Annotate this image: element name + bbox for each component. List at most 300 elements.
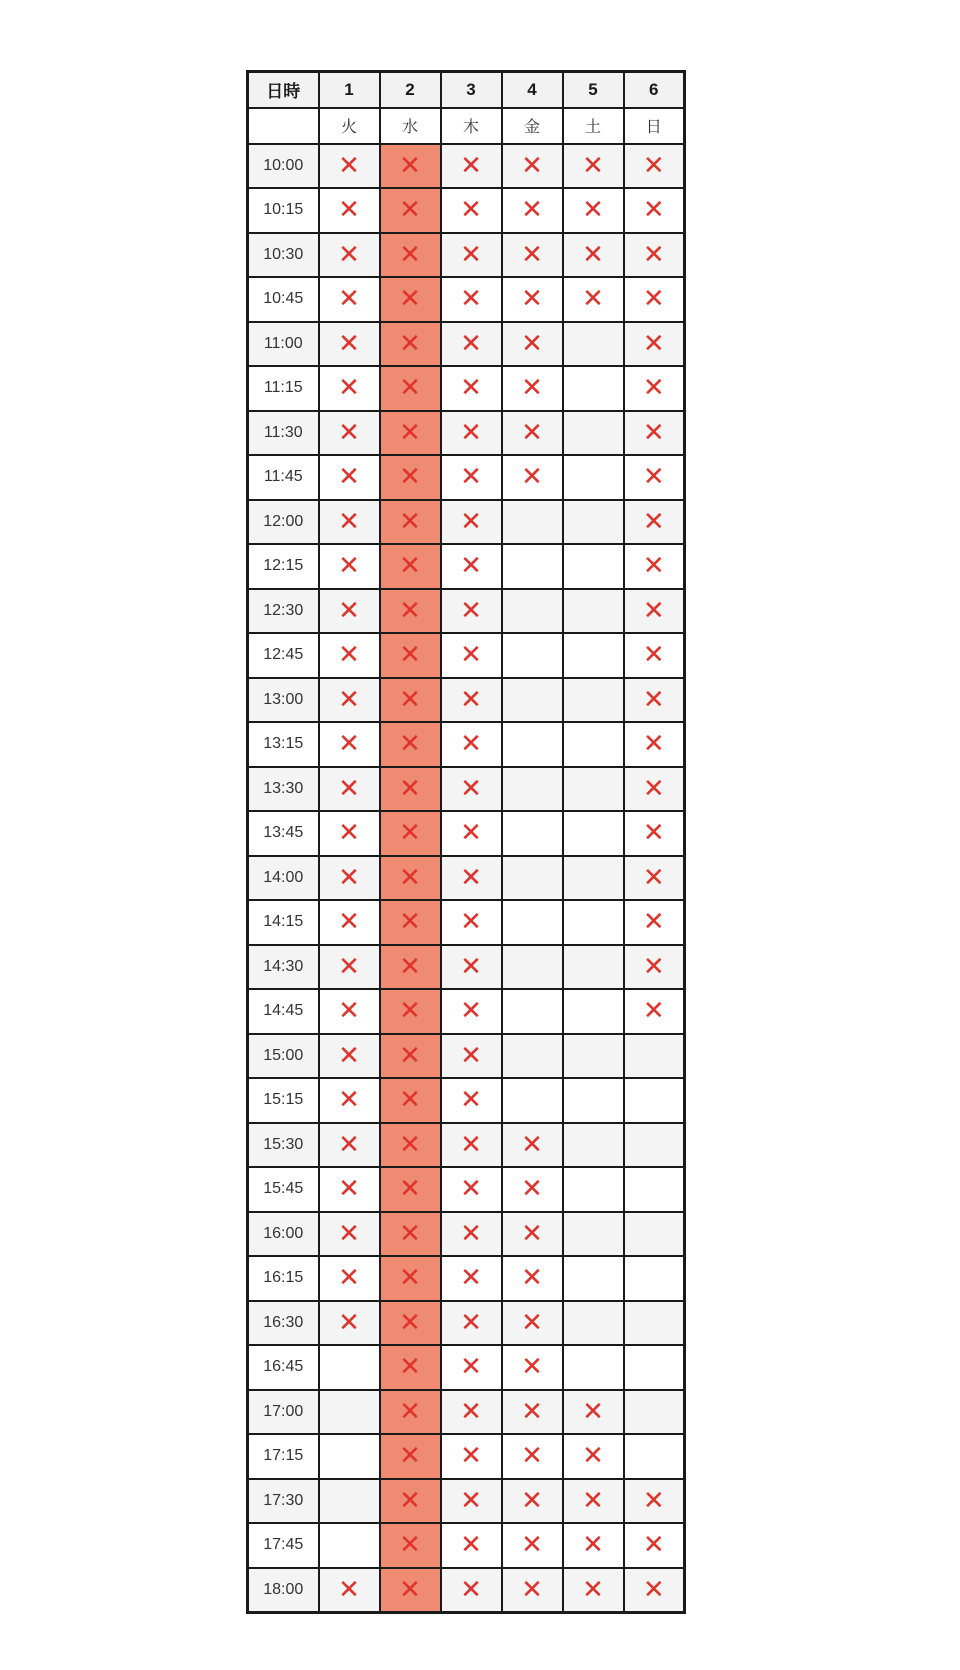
cross-mark-icon: ✕ xyxy=(460,1574,482,1605)
booked-slot-cell xyxy=(319,589,380,634)
booked-slot-cell xyxy=(502,366,563,411)
time-slot-row xyxy=(248,322,685,367)
booked-slot-cell xyxy=(319,945,380,990)
open-slot-cell[interactable] xyxy=(563,811,624,856)
open-slot-cell[interactable] xyxy=(319,1479,380,1524)
cross-mark-icon: ✕ xyxy=(642,818,665,849)
booked-slot-cell xyxy=(319,1256,380,1301)
booked-slot-cell xyxy=(624,678,685,723)
cross-mark-icon: ✕ xyxy=(582,1485,604,1516)
booked-slot-cell xyxy=(502,1167,563,1212)
booked-slot-cell xyxy=(380,1212,441,1257)
day-number-header: 6 xyxy=(624,72,685,108)
booked-slot-cell xyxy=(563,188,624,233)
cross-mark-icon: ✕ xyxy=(399,862,421,893)
time-label: 13:00 xyxy=(248,678,319,723)
open-slot-cell[interactable] xyxy=(563,900,624,945)
open-slot-cell[interactable] xyxy=(624,1123,685,1168)
time-slot-row xyxy=(248,945,685,990)
booked-slot-cell xyxy=(441,722,502,767)
cross-mark-icon: ✕ xyxy=(399,818,421,849)
cross-mark-icon: ✕ xyxy=(338,1263,360,1294)
cross-mark-icon: ✕ xyxy=(338,1040,360,1071)
booked-slot-cell xyxy=(624,411,685,456)
booked-slot-cell xyxy=(502,188,563,233)
cross-mark-icon: ✕ xyxy=(399,239,421,270)
time-slot-row xyxy=(248,1434,685,1479)
booked-slot-cell xyxy=(380,277,441,322)
cross-mark-icon: ✕ xyxy=(338,1218,360,1249)
time-slot-row xyxy=(248,1078,685,1123)
cross-mark-icon: ✕ xyxy=(399,1574,421,1605)
cross-mark-icon: ✕ xyxy=(338,373,360,404)
cross-mark-icon: ✕ xyxy=(521,1174,543,1205)
booked-slot-cell xyxy=(319,1123,380,1168)
booked-slot-cell xyxy=(441,589,502,634)
booked-slot-cell xyxy=(319,411,380,456)
time-slot-row xyxy=(248,989,685,1034)
booked-slot-cell xyxy=(319,811,380,856)
open-slot-cell[interactable] xyxy=(563,1256,624,1301)
booked-slot-cell xyxy=(441,455,502,500)
open-slot-cell[interactable] xyxy=(563,455,624,500)
booked-slot-cell xyxy=(319,722,380,767)
open-slot-cell[interactable] xyxy=(563,589,624,634)
cross-mark-icon: ✕ xyxy=(399,150,421,181)
cross-mark-icon: ✕ xyxy=(338,551,360,582)
cross-mark-icon: ✕ xyxy=(338,1085,360,1116)
cross-mark-icon: ✕ xyxy=(582,1574,604,1605)
cross-mark-icon: ✕ xyxy=(399,506,421,537)
cross-mark-icon: ✕ xyxy=(460,684,482,715)
booked-slot-cell xyxy=(502,277,563,322)
cross-mark-icon: ✕ xyxy=(521,1574,543,1605)
cross-mark-icon: ✕ xyxy=(399,684,421,715)
cross-mark-icon: ✕ xyxy=(521,239,543,270)
open-slot-cell[interactable] xyxy=(502,589,563,634)
booked-slot-cell xyxy=(502,1568,563,1613)
time-slot-body xyxy=(248,144,685,1613)
open-slot-cell[interactable] xyxy=(563,500,624,545)
booked-slot-cell xyxy=(502,1434,563,1479)
time-label: 11:30 xyxy=(248,411,319,456)
cross-mark-icon: ✕ xyxy=(460,640,482,671)
booked-slot-cell xyxy=(380,1034,441,1079)
open-slot-cell[interactable] xyxy=(624,1390,685,1435)
weekday-header: 日 xyxy=(624,108,685,144)
booked-slot-cell xyxy=(502,1479,563,1524)
cross-mark-icon: ✕ xyxy=(521,1396,543,1427)
open-slot-cell[interactable] xyxy=(502,722,563,767)
booked-slot-cell xyxy=(380,1479,441,1524)
cross-mark-icon: ✕ xyxy=(399,284,421,315)
time-label: 10:00 xyxy=(248,144,319,189)
booked-slot-cell xyxy=(563,144,624,189)
open-slot-cell[interactable] xyxy=(563,722,624,767)
time-label: 14:45 xyxy=(248,989,319,1034)
cross-mark-icon: ✕ xyxy=(642,284,665,315)
day-number-header: 3 xyxy=(441,72,502,108)
time-slot-row xyxy=(248,856,685,901)
booked-slot-cell xyxy=(563,1523,624,1568)
cross-mark-icon: ✕ xyxy=(642,239,665,270)
booked-slot-cell xyxy=(624,277,685,322)
booked-slot-cell xyxy=(624,455,685,500)
cross-mark-icon: ✕ xyxy=(338,729,360,760)
cross-mark-icon: ✕ xyxy=(521,373,543,404)
booked-slot-cell xyxy=(319,500,380,545)
cross-mark-icon: ✕ xyxy=(399,373,421,404)
booked-slot-cell xyxy=(502,1345,563,1390)
weekday-header-blank xyxy=(248,108,319,144)
cross-mark-icon: ✕ xyxy=(642,907,665,938)
open-slot-cell[interactable] xyxy=(563,1167,624,1212)
booked-slot-cell xyxy=(380,989,441,1034)
cross-mark-icon: ✕ xyxy=(460,462,482,493)
cross-mark-icon: ✕ xyxy=(521,195,543,226)
cross-mark-icon: ✕ xyxy=(338,462,360,493)
time-label: 15:00 xyxy=(248,1034,319,1079)
time-label: 16:45 xyxy=(248,1345,319,1390)
booked-slot-cell xyxy=(380,1434,441,1479)
booked-slot-cell xyxy=(502,1212,563,1257)
cross-mark-icon: ✕ xyxy=(642,684,665,715)
booked-slot-cell xyxy=(380,233,441,278)
booked-slot-cell xyxy=(441,1123,502,1168)
cross-mark-icon: ✕ xyxy=(460,907,482,938)
open-slot-cell[interactable] xyxy=(624,1301,685,1346)
time-label: 16:15 xyxy=(248,1256,319,1301)
open-slot-cell[interactable] xyxy=(563,678,624,723)
booked-slot-cell xyxy=(441,188,502,233)
time-label: 11:00 xyxy=(248,322,319,367)
time-label: 14:15 xyxy=(248,900,319,945)
booked-slot-cell xyxy=(380,1390,441,1435)
booked-slot-cell xyxy=(319,277,380,322)
cross-mark-icon: ✕ xyxy=(642,1485,665,1516)
booked-slot-cell xyxy=(380,188,441,233)
cross-mark-icon: ✕ xyxy=(642,1530,665,1561)
cross-mark-icon: ✕ xyxy=(642,773,665,804)
open-slot-cell[interactable] xyxy=(624,1256,685,1301)
open-slot-cell[interactable] xyxy=(502,1078,563,1123)
cross-mark-icon: ✕ xyxy=(521,1218,543,1249)
time-slot-row xyxy=(248,277,685,322)
time-slot-row xyxy=(248,1256,685,1301)
open-slot-cell[interactable] xyxy=(563,366,624,411)
open-slot-cell[interactable] xyxy=(563,856,624,901)
booked-slot-cell xyxy=(441,1078,502,1123)
booked-slot-cell xyxy=(502,455,563,500)
open-slot-cell[interactable] xyxy=(624,1212,685,1257)
booked-slot-cell xyxy=(441,500,502,545)
open-slot-cell[interactable] xyxy=(563,945,624,990)
cross-mark-icon: ✕ xyxy=(399,951,421,982)
cross-mark-icon: ✕ xyxy=(582,1530,604,1561)
cross-mark-icon: ✕ xyxy=(460,373,482,404)
booked-slot-cell xyxy=(624,544,685,589)
cross-mark-icon: ✕ xyxy=(399,1129,421,1160)
open-slot-cell[interactable] xyxy=(502,1034,563,1079)
booked-slot-cell xyxy=(380,678,441,723)
cross-mark-icon: ✕ xyxy=(460,1396,482,1427)
open-slot-cell[interactable] xyxy=(563,1123,624,1168)
booked-slot-cell xyxy=(441,1212,502,1257)
cross-mark-icon: ✕ xyxy=(338,907,360,938)
open-slot-cell[interactable] xyxy=(502,633,563,678)
booked-slot-cell xyxy=(319,900,380,945)
booked-slot-cell xyxy=(319,633,380,678)
time-label: 16:00 xyxy=(248,1212,319,1257)
booked-slot-cell xyxy=(441,1345,502,1390)
cross-mark-icon: ✕ xyxy=(642,417,665,448)
open-slot-cell[interactable] xyxy=(624,1434,685,1479)
cross-mark-icon: ✕ xyxy=(338,417,360,448)
cross-mark-icon: ✕ xyxy=(582,284,604,315)
cross-mark-icon: ✕ xyxy=(338,328,360,359)
time-slot-row xyxy=(248,1167,685,1212)
booked-slot-cell xyxy=(380,1523,441,1568)
cross-mark-icon: ✕ xyxy=(642,862,665,893)
cross-mark-icon: ✕ xyxy=(399,773,421,804)
cross-mark-icon: ✕ xyxy=(460,996,482,1027)
booked-slot-cell xyxy=(502,144,563,189)
time-label: 12:00 xyxy=(248,500,319,545)
time-column-header: 日時 xyxy=(248,72,319,108)
cross-mark-icon: ✕ xyxy=(399,996,421,1027)
booked-slot-cell xyxy=(563,1390,624,1435)
booked-slot-cell xyxy=(319,1568,380,1613)
cross-mark-icon: ✕ xyxy=(521,1307,543,1338)
open-slot-cell[interactable] xyxy=(319,1434,380,1479)
cross-mark-icon: ✕ xyxy=(338,996,360,1027)
open-slot-cell[interactable] xyxy=(563,411,624,456)
cross-mark-icon: ✕ xyxy=(460,1218,482,1249)
weekday-header: 木 xyxy=(441,108,502,144)
open-slot-cell[interactable] xyxy=(624,1078,685,1123)
booked-slot-cell xyxy=(624,1568,685,1613)
cross-mark-icon: ✕ xyxy=(460,506,482,537)
open-slot-cell[interactable] xyxy=(563,633,624,678)
cross-mark-icon: ✕ xyxy=(521,1263,543,1294)
open-slot-cell[interactable] xyxy=(624,1345,685,1390)
time-slot-row xyxy=(248,1345,685,1390)
cross-mark-icon: ✕ xyxy=(460,328,482,359)
open-slot-cell[interactable] xyxy=(502,856,563,901)
cross-mark-icon: ✕ xyxy=(399,417,421,448)
open-slot-cell[interactable] xyxy=(563,1345,624,1390)
cross-mark-icon: ✕ xyxy=(399,1085,421,1116)
time-slot-row xyxy=(248,633,685,678)
booked-slot-cell xyxy=(441,767,502,812)
open-slot-cell[interactable] xyxy=(563,1212,624,1257)
booked-slot-cell xyxy=(502,1301,563,1346)
booked-slot-cell xyxy=(441,1434,502,1479)
cross-mark-icon: ✕ xyxy=(460,773,482,804)
time-slot-row xyxy=(248,1390,685,1435)
cross-mark-icon: ✕ xyxy=(642,640,665,671)
open-slot-cell[interactable] xyxy=(502,945,563,990)
cross-mark-icon: ✕ xyxy=(460,1263,482,1294)
time-label: 17:00 xyxy=(248,1390,319,1435)
cross-mark-icon: ✕ xyxy=(582,1441,604,1472)
time-slot-row xyxy=(248,767,685,812)
time-slot-row xyxy=(248,188,685,233)
booked-slot-cell xyxy=(441,366,502,411)
time-label: 11:15 xyxy=(248,366,319,411)
day-number-header: 2 xyxy=(380,72,441,108)
booked-slot-cell xyxy=(380,945,441,990)
time-label: 10:15 xyxy=(248,188,319,233)
time-slot-row xyxy=(248,1212,685,1257)
open-slot-cell[interactable] xyxy=(319,1390,380,1435)
open-slot-cell[interactable] xyxy=(502,989,563,1034)
cross-mark-icon: ✕ xyxy=(642,373,665,404)
cross-mark-icon: ✕ xyxy=(460,195,482,226)
cross-mark-icon: ✕ xyxy=(460,239,482,270)
cross-mark-icon: ✕ xyxy=(338,284,360,315)
cross-mark-icon: ✕ xyxy=(338,951,360,982)
booked-slot-cell xyxy=(441,1479,502,1524)
open-slot-cell[interactable] xyxy=(319,1523,380,1568)
cross-mark-icon: ✕ xyxy=(460,1040,482,1071)
open-slot-cell[interactable] xyxy=(502,500,563,545)
open-slot-cell[interactable] xyxy=(563,1078,624,1123)
cross-mark-icon: ✕ xyxy=(460,150,482,181)
time-slot-row xyxy=(248,455,685,500)
booked-slot-cell xyxy=(319,322,380,367)
booked-slot-cell xyxy=(441,1167,502,1212)
cross-mark-icon: ✕ xyxy=(521,328,543,359)
booked-slot-cell xyxy=(380,1123,441,1168)
booked-slot-cell xyxy=(624,856,685,901)
cross-mark-icon: ✕ xyxy=(399,1485,421,1516)
cross-mark-icon: ✕ xyxy=(582,239,604,270)
cross-mark-icon: ✕ xyxy=(642,996,665,1027)
time-label: 17:15 xyxy=(248,1434,319,1479)
booked-slot-cell xyxy=(319,233,380,278)
booked-slot-cell xyxy=(441,1568,502,1613)
cross-mark-icon: ✕ xyxy=(642,462,665,493)
booked-slot-cell xyxy=(563,1434,624,1479)
booked-slot-cell xyxy=(380,767,441,812)
open-slot-cell[interactable] xyxy=(502,678,563,723)
booked-slot-cell xyxy=(441,945,502,990)
booked-slot-cell xyxy=(319,678,380,723)
cross-mark-icon: ✕ xyxy=(642,506,665,537)
cross-mark-icon: ✕ xyxy=(399,328,421,359)
cross-mark-icon: ✕ xyxy=(521,1352,543,1383)
time-slot-row xyxy=(248,500,685,545)
booked-slot-cell xyxy=(380,1301,441,1346)
booked-slot-cell xyxy=(319,188,380,233)
time-label: 12:15 xyxy=(248,544,319,589)
cross-mark-icon: ✕ xyxy=(399,1218,421,1249)
cross-mark-icon: ✕ xyxy=(460,818,482,849)
booked-slot-cell xyxy=(502,1390,563,1435)
cross-mark-icon: ✕ xyxy=(642,1574,665,1605)
cross-mark-icon: ✕ xyxy=(338,150,360,181)
cross-mark-icon: ✕ xyxy=(460,951,482,982)
time-label: 17:45 xyxy=(248,1523,319,1568)
time-label: 14:00 xyxy=(248,856,319,901)
booked-slot-cell xyxy=(563,233,624,278)
cross-mark-icon: ✕ xyxy=(338,1174,360,1205)
open-slot-cell[interactable] xyxy=(563,322,624,367)
open-slot-cell[interactable] xyxy=(563,544,624,589)
booked-slot-cell xyxy=(441,900,502,945)
booked-slot-cell xyxy=(624,633,685,678)
cross-mark-icon: ✕ xyxy=(521,150,543,181)
booked-slot-cell xyxy=(380,722,441,767)
booked-slot-cell xyxy=(624,144,685,189)
time-slot-row xyxy=(248,411,685,456)
time-label: 12:45 xyxy=(248,633,319,678)
time-label: 17:30 xyxy=(248,1479,319,1524)
booked-slot-cell xyxy=(380,411,441,456)
cross-mark-icon: ✕ xyxy=(338,239,360,270)
cross-mark-icon: ✕ xyxy=(399,729,421,760)
cross-mark-icon: ✕ xyxy=(399,1530,421,1561)
cross-mark-icon: ✕ xyxy=(338,684,360,715)
cross-mark-icon: ✕ xyxy=(460,284,482,315)
open-slot-cell[interactable] xyxy=(563,1034,624,1079)
cross-mark-icon: ✕ xyxy=(642,951,665,982)
open-slot-cell[interactable] xyxy=(624,1034,685,1079)
time-label: 14:30 xyxy=(248,945,319,990)
booked-slot-cell xyxy=(624,722,685,767)
open-slot-cell[interactable] xyxy=(319,1345,380,1390)
open-slot-cell[interactable] xyxy=(502,811,563,856)
booked-slot-cell xyxy=(319,366,380,411)
booked-slot-cell xyxy=(563,1479,624,1524)
open-slot-cell[interactable] xyxy=(563,767,624,812)
time-slot-row xyxy=(248,900,685,945)
booked-slot-cell xyxy=(441,1390,502,1435)
booked-slot-cell xyxy=(624,589,685,634)
cross-mark-icon: ✕ xyxy=(460,1352,482,1383)
cross-mark-icon: ✕ xyxy=(399,1352,421,1383)
booked-slot-cell xyxy=(441,1523,502,1568)
booked-slot-cell xyxy=(624,945,685,990)
time-slot-row xyxy=(248,678,685,723)
booked-slot-cell xyxy=(624,233,685,278)
cross-mark-icon: ✕ xyxy=(399,1307,421,1338)
weekday-header: 土 xyxy=(563,108,624,144)
time-label: 13:30 xyxy=(248,767,319,812)
booked-slot-cell xyxy=(441,856,502,901)
booked-slot-cell xyxy=(441,233,502,278)
cross-mark-icon: ✕ xyxy=(338,773,360,804)
cross-mark-icon: ✕ xyxy=(338,506,360,537)
open-slot-cell[interactable] xyxy=(624,1167,685,1212)
weekday-header: 水 xyxy=(380,108,441,144)
open-slot-cell[interactable] xyxy=(502,544,563,589)
cross-mark-icon: ✕ xyxy=(582,195,604,226)
cross-mark-icon: ✕ xyxy=(338,862,360,893)
cross-mark-icon: ✕ xyxy=(460,862,482,893)
booked-slot-cell xyxy=(380,544,441,589)
open-slot-cell[interactable] xyxy=(502,900,563,945)
open-slot-cell[interactable] xyxy=(563,1301,624,1346)
booked-slot-cell xyxy=(502,1123,563,1168)
booked-slot-cell xyxy=(441,811,502,856)
open-slot-cell[interactable] xyxy=(563,989,624,1034)
time-label: 15:15 xyxy=(248,1078,319,1123)
open-slot-cell[interactable] xyxy=(502,767,563,812)
cross-mark-icon: ✕ xyxy=(399,1174,421,1205)
cross-mark-icon: ✕ xyxy=(521,417,543,448)
